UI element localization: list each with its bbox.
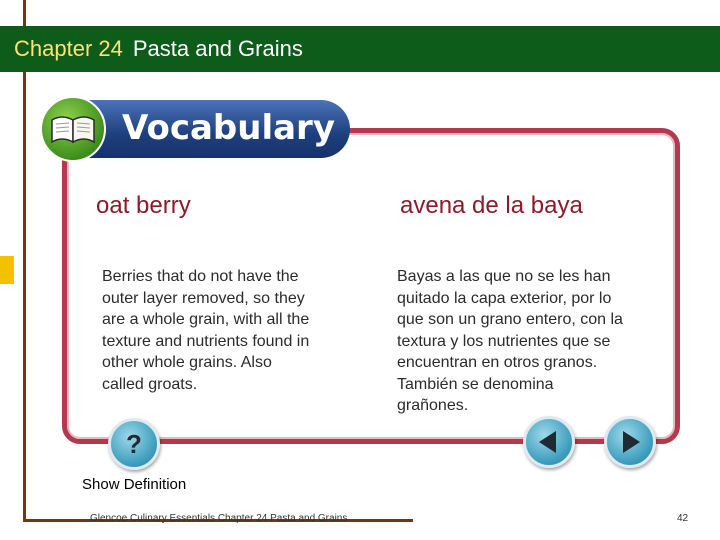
arrow-left-icon [526, 419, 572, 465]
definition-line: are a whole grain, with all the [102, 311, 310, 328]
footer-source: Glencoe Culinary Essentials Chapter 24 Pasta and Grains [90, 513, 348, 524]
definition-line: called groats. [102, 375, 198, 393]
chapter-title: Pasta and Grains [132, 36, 303, 61]
definition-line: También se denomina [397, 375, 554, 393]
definition-line: outer layer removed, so they [102, 289, 305, 307]
definition-line: textura y los nutrientes que se [397, 332, 611, 350]
definition-line: quitado la capa exterior, por lo [397, 289, 612, 307]
previous-button[interactable] [523, 416, 575, 468]
definition-english [102, 266, 352, 395]
side-marker [0, 256, 14, 284]
definition-line: texture and nutrients found in [102, 332, 310, 350]
definition-line: Bayas a las que no se les han [397, 268, 611, 285]
chapter-number: Chapter 24 [14, 36, 123, 61]
page-number: 42 [677, 513, 689, 524]
definition-line: que son un grano entero, con la [397, 311, 623, 328]
header-title [14, 36, 303, 62]
definition-spanish [397, 266, 659, 417]
question-icon [111, 421, 157, 467]
left-border-rule [23, 0, 26, 522]
banner-icon-circle [40, 96, 106, 162]
term-spanish: avena de la baya [400, 192, 583, 219]
vocabulary-banner [40, 96, 352, 162]
next-button[interactable] [604, 416, 656, 468]
svg-text:?: ? [126, 429, 142, 459]
show-definition-button[interactable] [108, 418, 160, 470]
open-book-icon [42, 98, 104, 160]
banner-label: Vocabulary [122, 108, 335, 148]
chapter-header [0, 26, 720, 72]
arrow-right-icon [607, 419, 653, 465]
definition-line: encuentran en otros granos. [397, 354, 598, 371]
show-definition-label[interactable]: Show Definition [82, 476, 187, 493]
term-english: oat berry [96, 192, 191, 219]
definition-line: Berries that do not have the [102, 268, 299, 285]
definition-line: grañones. [397, 397, 469, 414]
definition-line: other whole grains. Also [102, 354, 272, 371]
